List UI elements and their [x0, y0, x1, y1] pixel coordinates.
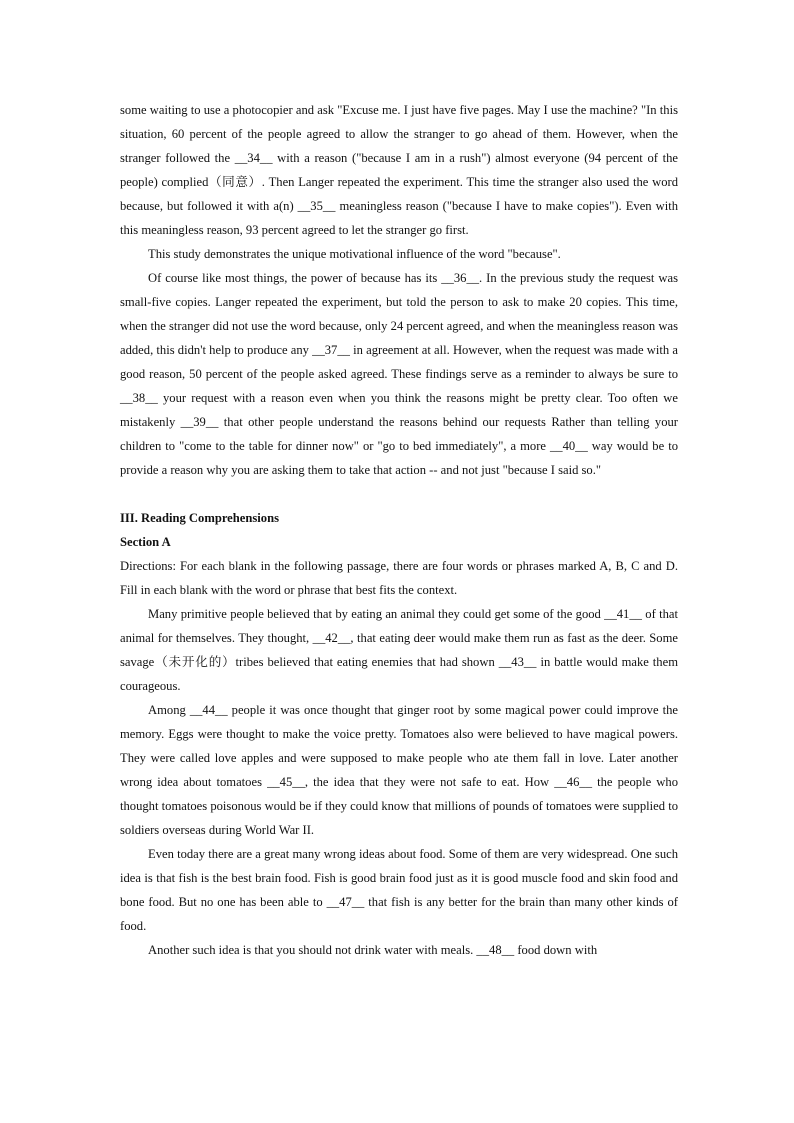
passage-a-paragraph-4: Another such idea is that you should not drink water with meals. __48__ food down with [148, 943, 598, 957]
passage-a-paragraph-1: Many primitive people believed that by eating an animal they could get some of the good __41__ of that animal for themselves. They thought, __42__, that eating deer would make them run as fast as the deer. Some savage（未开化的）tribes believed that eating enemies that had shown __43__ in battle would make them courageous. [120, 607, 678, 693]
document-page [120, 98, 678, 962]
passage-a-paragraph-3: Even today there are a great many wrong ideas about food. Some of them are very widespread. One such idea is that fish is the best brain food. Fish is good brain food just as it is good muscle food and skin food and bone food. But no one has been able to __47__ that fish is any better for the brain than many other kinds of food. [120, 847, 678, 933]
section-heading: III. Reading Comprehensions [120, 511, 279, 525]
subsection-heading: Section A [120, 535, 171, 549]
passage-a-paragraph-2: Among __44__ people it was once thought that ginger root by some magical power could improve the memory. Eggs were thought to make the voice pretty. Tomatoes also were believed to have magical powers. They were called love apples and were supposed to make people who ate them fall in love. Later another wrong idea about tomatoes __45__, the idea that they were not safe to eat. How __46__ the people who thought tomatoes poisonous would be if they could know that millions of pounds of tomatoes were supplied to soldiers overseas during World War II. [120, 703, 678, 837]
directions-text: Directions: For each blank in the following passage, there are four words or phrases marked A, B, C and D. Fill in each blank with the word or phrase that best fits the context. [120, 559, 678, 597]
cloze-paragraph-1: some waiting to use a photocopier and ask "Excuse me. I just have five pages. May I use the machine? "In this situation, 60 percent of the people agreed to allow the stranger to go ahead of them. However, when the stranger followed the __34__ with a reason ("because I am in a rush") almost everyone (94 percent of the people) complied（同意）. Then Langer repeated the experiment. This time the stranger also used the word because, but followed it with a(n) __35__ meaningless reason ("because I have to make copies"). Even with this meaningless reason, 93 percent agreed to let the stranger go first. [120, 103, 678, 237]
cloze-paragraph-3: Of course like most things, the power of because has its __36__. In the previous study the request was small-five copies. Langer repeated the experiment, but told the person to ask to make 20 copies. This time, when the stranger did not use the word because, only 24 percent agreed, and when the meaningless reason was added, this didn't help to produce any __37__ in agreement at all. However, when the request was made with a good reason, 50 percent of the people asked agreed. These findings serve as a reminder to always be sure to __38__ your request with a reason even when you think the reasons might be pretty clear. Too often we mistakenly __39__ that other people understand the reasons behind our requests Rather than telling your children to "come to the table for dinner now" or "go to bed immediately", a more __40__ way would be to provide a reason why you are asking them to take that action -- and not just "because I said so." [120, 271, 678, 477]
spacer [120, 482, 678, 506]
cloze-paragraph-2: This study demonstrates the unique motivational influence of the word "because". [148, 247, 561, 261]
